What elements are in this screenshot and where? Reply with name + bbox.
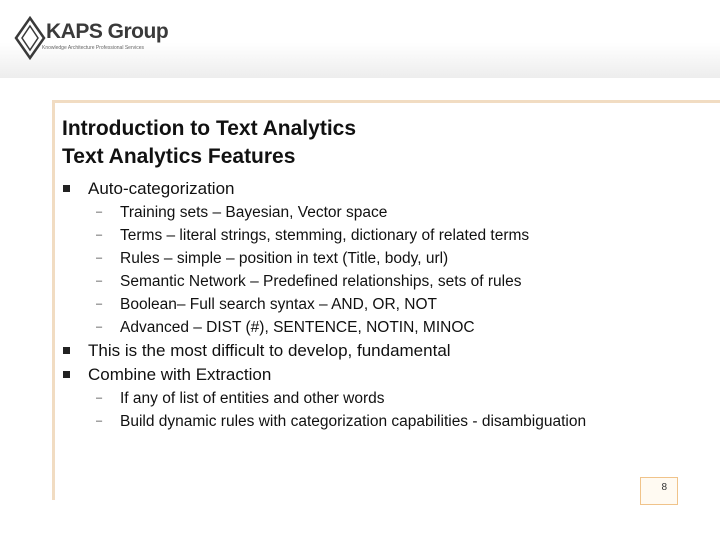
bullet-item xyxy=(62,339,702,363)
title-line-2: Text Analytics Features xyxy=(62,145,296,168)
dash-bullet-icon: – xyxy=(96,392,103,404)
content-frame-left xyxy=(52,100,55,500)
dash-bullet-icon: – xyxy=(96,252,103,264)
dash-bullet-icon: – xyxy=(96,206,103,218)
square-bullet-icon xyxy=(63,185,70,192)
slide-title xyxy=(62,115,356,171)
dash-bullet-icon: – xyxy=(96,415,103,427)
sub-bullet-item xyxy=(62,410,702,433)
kaps-logo-icon xyxy=(14,16,48,60)
bullet-text: Build dynamic rules with categorization capabilities - disambiguation xyxy=(120,413,587,430)
kaps-group-logo xyxy=(8,14,169,62)
logo-name: KAPS Group xyxy=(46,20,169,43)
sub-bullet-item xyxy=(62,247,702,270)
slide-header xyxy=(0,0,720,78)
sub-bullet-item xyxy=(62,387,702,410)
bullet-text: This is the most difficult to develop, fundamental xyxy=(88,341,451,360)
sub-bullet-item xyxy=(62,270,702,293)
title-line-1: Introduction to Text Analytics xyxy=(62,117,357,140)
bullet-text: Semantic Network – Predefined relationships, sets of rules xyxy=(120,273,522,290)
bullet-text: Training sets – Bayesian, Vector space xyxy=(120,204,388,221)
dash-bullet-icon: – xyxy=(96,275,103,287)
dash-bullet-icon: – xyxy=(96,298,103,310)
bullet-text: Auto-categorization xyxy=(88,179,235,198)
sub-bullet-item xyxy=(62,201,702,224)
sub-bullet-item xyxy=(62,224,702,247)
page-number: 8 xyxy=(661,482,667,493)
sub-bullet-item xyxy=(62,293,702,316)
bullet-text: Combine with Extraction xyxy=(88,365,272,384)
dash-bullet-icon: – xyxy=(96,229,103,241)
page-number-box xyxy=(640,477,678,505)
bullet-text: Advanced – DIST (#), SENTENCE, NOTIN, MINOC xyxy=(120,319,475,336)
bullet-text: Boolean– Full search syntax – AND, OR, NOT xyxy=(120,296,438,313)
bullet-list xyxy=(62,177,702,433)
square-bullet-icon xyxy=(63,371,70,378)
bullet-text: If any of list of entities and other words xyxy=(120,390,385,407)
bullet-text: Terms – literal strings, stemming, dictionary of related terms xyxy=(120,227,530,244)
dash-bullet-icon: – xyxy=(96,321,103,333)
square-bullet-icon xyxy=(63,347,70,354)
bullet-text: Rules – simple – position in text (Title, body, url) xyxy=(120,250,449,267)
bullet-item xyxy=(62,363,702,387)
logo-tagline: Knowledge Architecture Professional Services xyxy=(42,45,144,51)
content-frame-top xyxy=(52,100,720,103)
sub-bullet-item xyxy=(62,316,702,339)
bullet-item xyxy=(62,177,702,201)
